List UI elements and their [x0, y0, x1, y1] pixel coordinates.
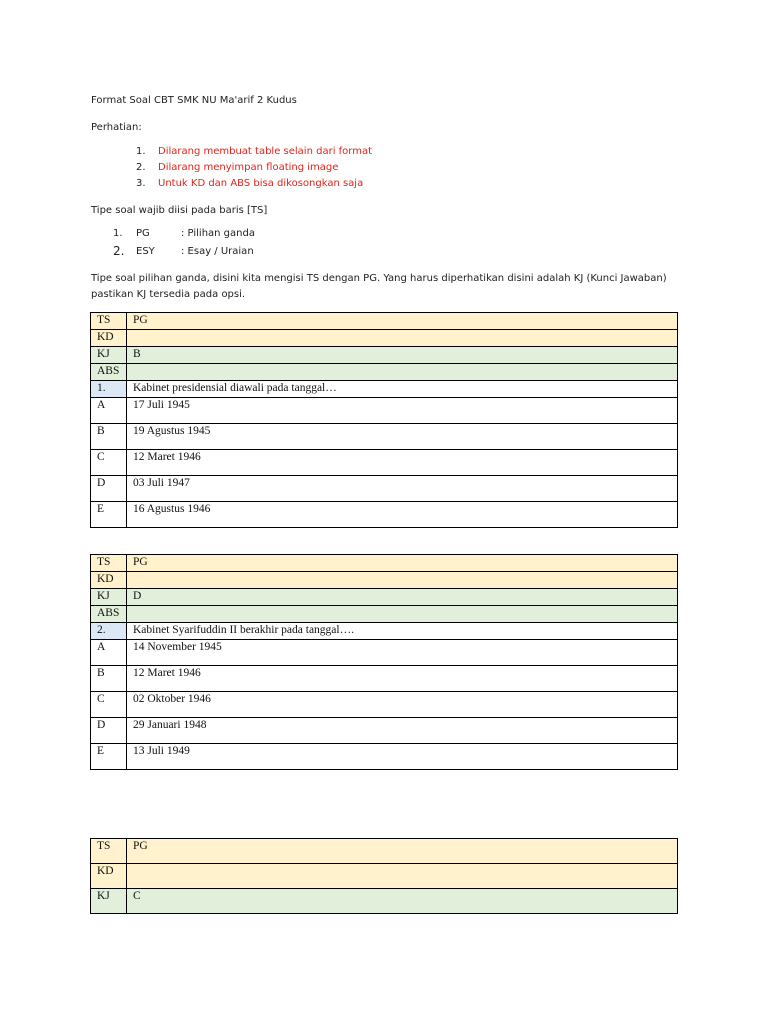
kj-value: C — [127, 889, 678, 914]
option-letter: E — [91, 744, 127, 770]
table-row — [91, 572, 678, 589]
ts-value: PG — [127, 555, 678, 572]
type-desc: : Pilihan ganda — [181, 228, 255, 239]
option-text: 17 Juli 1945 — [127, 398, 678, 424]
rule-number: 3. — [136, 178, 146, 189]
option-letter: C — [91, 692, 127, 718]
table-row — [91, 424, 678, 450]
table-row — [91, 640, 678, 666]
kd-label: KD — [91, 330, 127, 347]
table-row — [91, 450, 678, 476]
rule-text: Dilarang menyimpan floating image — [158, 162, 339, 173]
question-table — [90, 554, 678, 770]
type-intro: Tipe soal wajib diisi pada baris [TS] — [91, 205, 268, 216]
question-number: 2. — [91, 623, 127, 640]
option-letter: D — [91, 718, 127, 744]
rule-text: Dilarang membuat table selain dari format — [158, 146, 373, 157]
option-text: 29 Januari 1948 — [127, 718, 678, 744]
option-text: 12 Maret 1946 — [127, 666, 678, 692]
table-row — [91, 718, 678, 744]
ts-value: PG — [127, 313, 678, 330]
type-code: PG — [136, 228, 150, 239]
type-code: ESY — [136, 246, 155, 257]
table-row — [91, 744, 678, 770]
option-text: 03 Juli 1947 — [127, 476, 678, 502]
option-text: 02 Oktober 1946 — [127, 692, 678, 718]
table-row — [91, 606, 678, 623]
table-row — [91, 476, 678, 502]
table-row — [91, 502, 678, 528]
question-table — [90, 312, 678, 528]
question-number: 1. — [91, 381, 127, 398]
table-row — [91, 381, 678, 398]
table-row — [91, 864, 678, 889]
option-text: 16 Agustus 1946 — [127, 502, 678, 528]
option-text: 14 November 1945 — [127, 640, 678, 666]
ts-label: TS — [91, 555, 127, 572]
table-row — [91, 692, 678, 718]
rule-number: 1. — [136, 146, 146, 157]
kd-value — [127, 330, 678, 347]
attention-label: Perhatian: — [91, 122, 142, 133]
option-text: 13 Juli 1949 — [127, 744, 678, 770]
option-text: 12 Maret 1946 — [127, 450, 678, 476]
option-letter: B — [91, 424, 127, 450]
document-title: Format Soal CBT SMK NU Ma'arif 2 Kudus — [91, 95, 297, 106]
kd-value — [127, 572, 678, 589]
kj-label: KJ — [91, 889, 127, 914]
table-row — [91, 347, 678, 364]
table-row — [91, 555, 678, 572]
explanation-paragraph: Tipe soal pilihan ganda, disini kita mengisi TS dengan PG. Yang harus diperhatikan disini adalah KJ (Kunci Jawaban) pastikan KJ tersedia pada opsi. — [91, 273, 667, 300]
table-row — [91, 623, 678, 640]
option-letter: C — [91, 450, 127, 476]
table-row — [91, 666, 678, 692]
question-text: Kabinet presidensial diawali pada tanggal… — [127, 381, 678, 398]
ts-label: TS — [91, 839, 127, 864]
question-table — [90, 838, 678, 914]
option-letter: A — [91, 398, 127, 424]
option-letter: D — [91, 476, 127, 502]
kd-label: KD — [91, 864, 127, 889]
kj-value: D — [127, 589, 678, 606]
table-row — [91, 589, 678, 606]
abs-label: ABS — [91, 364, 127, 381]
ts-label: TS — [91, 313, 127, 330]
kj-label: KJ — [91, 589, 127, 606]
table-row — [91, 313, 678, 330]
table-row — [91, 398, 678, 424]
option-letter: E — [91, 502, 127, 528]
kd-value — [127, 864, 678, 889]
abs-value — [127, 606, 678, 623]
type-number: 2. — [113, 244, 125, 258]
kj-label: KJ — [91, 347, 127, 364]
table-row — [91, 889, 678, 914]
type-number: 1. — [113, 228, 123, 239]
question-text: Kabinet Syarifuddin II berakhir pada tanggal…. — [127, 623, 678, 640]
rule-text: Untuk KD dan ABS bisa dikosongkan saja — [158, 178, 364, 189]
option-letter: B — [91, 666, 127, 692]
table-row — [91, 839, 678, 864]
table-row — [91, 364, 678, 381]
ts-value: PG — [127, 839, 678, 864]
abs-value — [127, 364, 678, 381]
table-row — [91, 330, 678, 347]
type-desc: : Esay / Uraian — [181, 246, 254, 257]
kd-label: KD — [91, 572, 127, 589]
kj-value: B — [127, 347, 678, 364]
abs-label: ABS — [91, 606, 127, 623]
option-letter: A — [91, 640, 127, 666]
rule-number: 2. — [136, 162, 146, 173]
option-text: 19 Agustus 1945 — [127, 424, 678, 450]
